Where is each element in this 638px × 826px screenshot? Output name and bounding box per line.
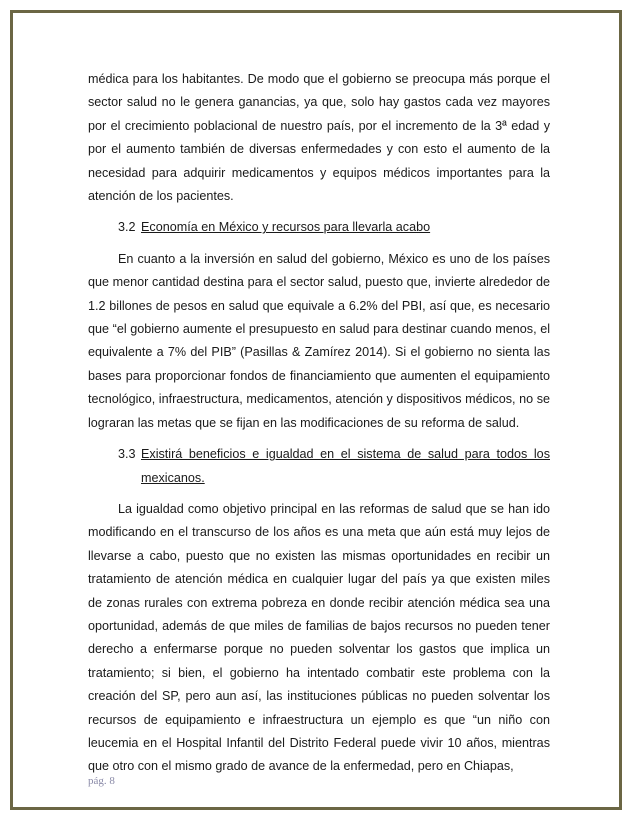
section-heading-3-2: [88, 216, 550, 239]
section-number: 3.3: [118, 447, 136, 462]
page-number: pág. 8: [88, 775, 115, 787]
paragraph-intro: médica para los habitantes. De modo que el gobierno se preocupa más porque el sector salud no le genera ganancias, ya que, solo hay gastos cada vez mayores por el crecimiento poblacional de nuestro país, por el incremento de la 3ª edad y por el aumento también de diversas enfermedades y con esto el aumento de la necesidad para adquirir medicamentos y equipos médicos importantes para la atención de los pacientes.: [88, 72, 550, 204]
document-body: [88, 68, 550, 779]
section-number: 3.2: [118, 220, 136, 235]
paragraph-economy: En cuanto a la inversión en salud del gobierno, México es uno de los países que menor cantidad destina para el sector salud, puesto que, invierte alrededor de 1.2 billones de pesos en salud que equivale a 6.2% del PBI, así que, es necesario que “el gobierno aumente el presupuesto en salud para destinar cuando menos, el equivalente a 7% del PIB” (Pasillas & Zamírez 2014). Si el gobierno no sienta las bases para proporcionar fondos de financiamiento que aumenten el equipamiento tecnológico, infraestructura, medicamentos, atención y dispositivos médicos, no se lograran las metas que se fijan en las modificaciones de su reforma de salud.: [88, 251, 550, 430]
paragraph-equality: La igualdad como objetivo principal en las reformas de salud que se han ido modificando en el transcurso de los años es una meta que aún está muy lejos de llevarse a cabo, puesto que no existen las mismas oportunidades en recibir un tratamiento de atención médica en cualquier lugar del país ya que existen miles de zonas rurales con extrema pobreza en donde recibir atención médica sea una oportunidad, además de que miles de familias de bajos recursos no pueden tener derecho a enfermarse porque no pueden solventar los gastos que implica un tratamiento; si bien, el gobierno ha intentado combatir este problema con la creación del SP, pero aun así, las instituciones públicas no pueden solventar los recursos de equipamiento e infraestructura un ejemplo es que “un niño con leucemia en el Hospital Infantil del Distrito Federal puede vivir 10 años, mientras que otro con el mismo grado de avance de la enfermedad, pero en Chiapas,: [88, 501, 550, 774]
section-title: Existirá beneficios e igualdad en el sistema de salud para todos los mexicanos.: [141, 447, 550, 485]
section-heading-3-3: [88, 443, 550, 490]
section-title: Economía en México y recursos para llevarla acabo: [141, 220, 431, 235]
